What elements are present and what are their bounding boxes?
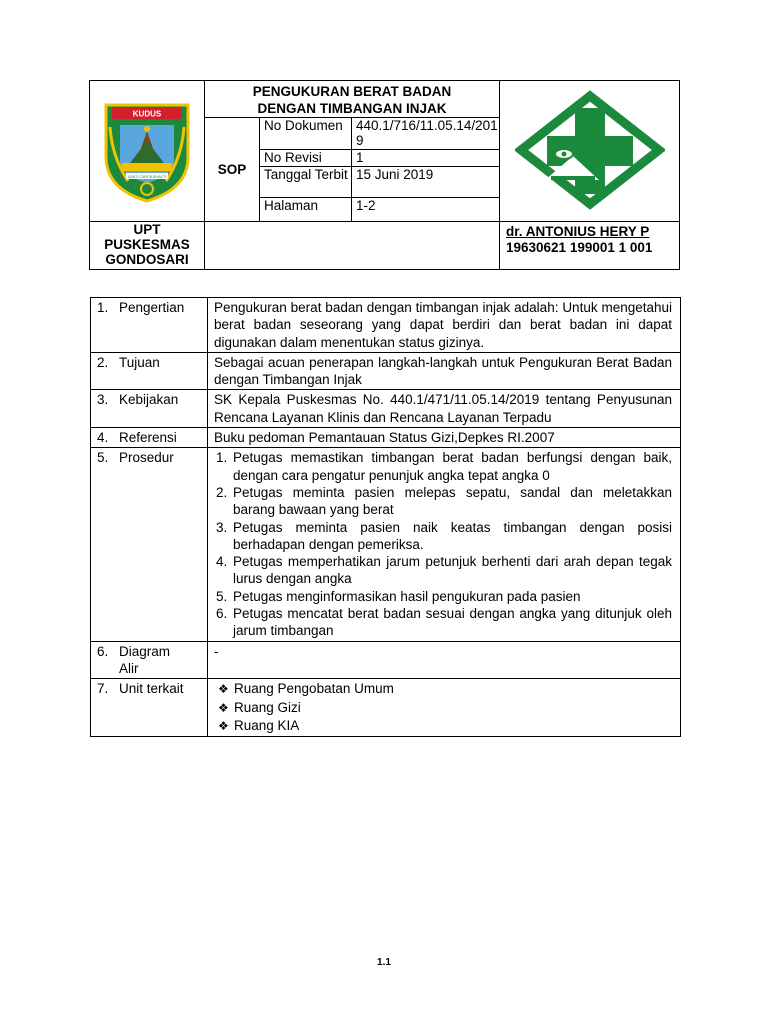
halaman-value: 1-2 [352, 197, 500, 221]
related-units-list [214, 680, 672, 735]
section-label [91, 428, 208, 448]
section-value: Buku pedoman Pemantauan Status Gizi,Depkes RI.2007 [208, 428, 681, 448]
list-item [214, 699, 672, 717]
unit-text: Ruang Pengobatan Umum [234, 681, 394, 697]
step-text: Petugas meminta pasien naik keatas timbangan dengan posisi berhadapan dengan pemeriksa. [233, 519, 672, 552]
document-title [205, 81, 500, 118]
section-label-text: Diagram Alir [119, 643, 171, 676]
unit-text: Ruang KIA [234, 717, 300, 733]
section-label-text: Referensi [119, 430, 177, 446]
unit-name [90, 221, 205, 269]
step-number: 3. [216, 519, 228, 535]
step-text: Petugas memastikan timbangan berat badan berfungsi dengan baik, dengan cara pengatur penunjuk angka tepat angka 0 [233, 450, 672, 483]
unit-line-1: UPT [133, 221, 161, 237]
section-label [91, 390, 208, 428]
sop-label: SOP [205, 118, 260, 222]
step-text: Petugas menginformasikan hasil pengukuran pada pasien [233, 588, 581, 604]
section-label [91, 352, 208, 390]
diamond-bullet-icon: ❖ [218, 700, 229, 715]
no-dokumen-value: 440.1/716/11.05.14/2019 [352, 118, 500, 150]
step-number: 6. [216, 606, 228, 622]
step-text: Petugas mencatat berat badan sesuai dengan angka yang ditunjuk oleh jarum timbangan [233, 606, 672, 639]
section-label-text: Unit terkait [119, 681, 184, 697]
kudus-logo-cell [90, 81, 205, 222]
section-label-text: Kebijakan [119, 392, 179, 408]
section-row-tujuan [91, 352, 681, 390]
step-number: 1. [216, 450, 228, 466]
section-label-text: Pengertian [119, 300, 185, 315]
procedure-step [214, 588, 672, 605]
no-dokumen-label: No Dokumen [260, 118, 352, 150]
tanggal-terbit-value: 15 Juni 2019 [352, 167, 500, 197]
empty-signature-space [205, 221, 500, 269]
unit-text: Ruang Gizi [234, 699, 301, 715]
tanggal-terbit-label: Tanggal Terbit [260, 167, 352, 197]
section-number: 2. [97, 354, 109, 370]
svg-text:KUDUS: KUDUS [132, 109, 162, 119]
unit-line-3: GONDOSARI [105, 251, 189, 267]
sop-content-table [90, 297, 681, 737]
no-revisi-label: No Revisi [260, 150, 352, 167]
signer-nip: 19630621 199001 1 001 [506, 239, 653, 255]
procedure-step [214, 449, 672, 484]
halaman-label: Halaman [260, 197, 352, 221]
section-number: 5. [97, 450, 109, 466]
diamond-bullet-icon: ❖ [218, 682, 229, 697]
procedure-step [214, 519, 672, 554]
section-value [208, 679, 681, 737]
step-number: 5. [216, 588, 228, 604]
sop-header-table [89, 80, 680, 270]
section-value: - [208, 641, 681, 679]
step-text: Petugas meminta pasien melepas sepatu, sandal dan meletakkan barang bawaan yang berat [233, 484, 672, 518]
title-line-2: DENGAN TIMBANGAN INJAK [257, 101, 447, 116]
title-line-1: PENGUKURAN BERAT BADAN [252, 84, 452, 99]
section-number: 6. [97, 643, 109, 659]
section-row-kebijakan [91, 390, 681, 428]
kudus-regency-emblem-icon [98, 97, 196, 205]
section-number: 4. [97, 430, 109, 446]
section-label-text: Tujuan [119, 354, 160, 370]
list-item [214, 717, 672, 735]
section-label-text: Prosedur [119, 450, 174, 466]
section-row-unit-terkait [91, 679, 681, 737]
section-number: 3. [97, 392, 109, 408]
no-revisi-value: 1 [352, 150, 500, 167]
step-number: 2. [216, 484, 228, 500]
section-value: SK Kepala Puskesmas No. 440.1/471/11.05.14/2019 tentang Penyusunan Rencana Layanan Klinis dan Rencana Layanan Terpadu [208, 390, 681, 428]
section-row-prosedur [91, 448, 681, 641]
section-row-referensi [91, 428, 681, 448]
step-text: Petugas memperhatikan jarum petunjuk berhenti dari arah depan tegak lurus dengan angka [233, 554, 672, 587]
puskesmas-logo-icon [515, 90, 665, 212]
svg-text:SANTI CARITA BHAKTI: SANTI CARITA BHAKTI [127, 174, 167, 179]
section-value [208, 448, 681, 641]
diamond-bullet-icon: ❖ [218, 718, 229, 733]
section-label [91, 298, 208, 353]
section-row-diagram-alir [91, 641, 681, 679]
section-number: 7. [97, 681, 109, 697]
procedure-steps [214, 449, 672, 639]
section-value: Sebagai acuan penerapan langkah-langkah untuk Pengukuran Berat Badan dengan Timbangan Injak [208, 352, 681, 390]
list-item [214, 680, 672, 698]
page-number: 1.1 [377, 957, 391, 968]
procedure-step [214, 484, 672, 519]
unit-line-2: PUSKESMAS [104, 236, 190, 252]
procedure-step [214, 553, 672, 588]
puskesmas-logo-cell [500, 81, 680, 222]
section-label [91, 641, 208, 679]
section-label [91, 448, 208, 641]
signer-block [500, 221, 680, 269]
section-number: 1. [97, 300, 109, 315]
signer-name: dr. ANTONIUS HERY P [506, 223, 650, 239]
procedure-step [214, 605, 672, 640]
section-label [91, 679, 208, 737]
section-value: Pengukuran berat badan dengan timbangan injak adalah: Untuk mengetahui berat badan seseorang yang dapat berdiri dan berat badan ini dapat digunakan dalam menentukan status gizinya. [208, 298, 681, 353]
section-row-pengertian [91, 298, 681, 353]
step-number: 4. [216, 554, 228, 570]
